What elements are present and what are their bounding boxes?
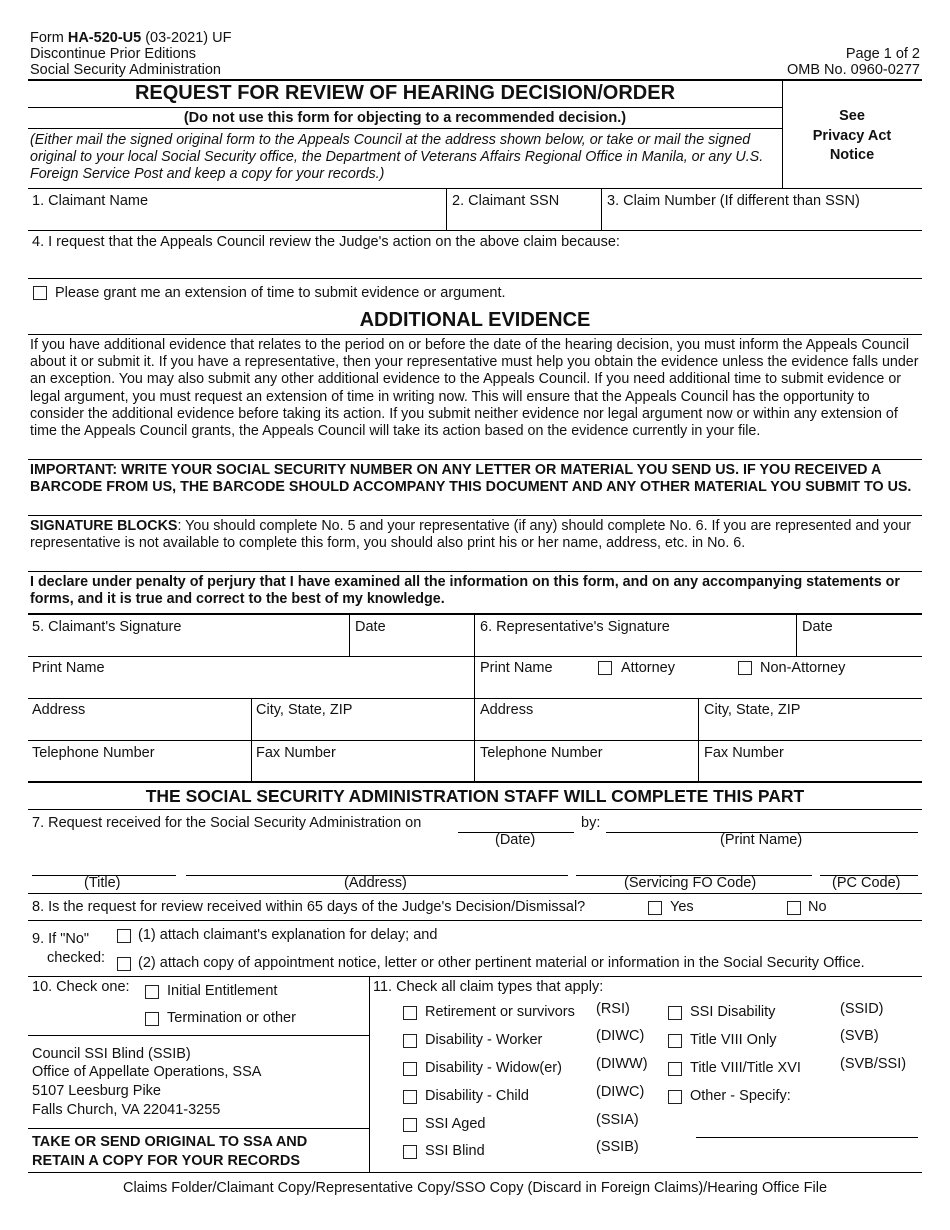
form-date: (03-2021) UF <box>141 30 232 46</box>
claim-ssib-label: SSI Blind <box>425 1143 485 1159</box>
address-caption: (Address) <box>344 875 407 891</box>
claim-svb-label: Title VIII Only <box>690 1032 777 1048</box>
claim-svb-ssi-code: (SVB/SSI) <box>840 1056 907 1072</box>
attorney-checkbox[interactable] <box>598 661 612 675</box>
claim-ssia-label: SSI Aged <box>425 1116 486 1132</box>
claim-svb-ssi-label: Title VIII/Title XVI <box>690 1060 801 1076</box>
claimant-telephone-label[interactable]: Telephone Number <box>32 745 155 761</box>
extension-label: Please grant me an extension of time to submit evidence or argument. <box>55 285 506 301</box>
claim-ssia-code: (SSIA) <box>596 1112 639 1128</box>
claim-other-label: Other - Specify: <box>690 1088 791 1104</box>
q9-option1-label: (1) attach claimant's explanation for delay; and <box>138 927 438 943</box>
claim-ssid-label: SSI Disability <box>690 1004 776 1020</box>
initial-entitlement-label: Initial Entitlement <box>167 983 278 999</box>
page-number: Page 1 of 2 <box>845 46 920 62</box>
attorney-label: Attorney <box>621 660 675 676</box>
page-title: REQUEST FOR REVIEW OF HEARING DECISION/ORDER <box>134 82 676 104</box>
council-address-line1: Council SSI Blind (SSIB) <box>32 1046 191 1062</box>
q8-yes-label: Yes <box>670 899 694 915</box>
q9-option2-checkbox[interactable] <box>117 957 131 971</box>
print-name-caption: (Print Name) <box>720 832 803 848</box>
privacy-line3: Notice <box>829 147 875 163</box>
additional-evidence-body: If you have additional evidence that relates to the period on or before the date of the hearing decision, you must inform the Appeals Council about it or submit it. If you have a representative, then your representative must help you obtain the evidence unless the evidence falls under an exception. You may also submit any other additional evidence to the Appeals Council. If you need additional time to submit evidence or legal argument, you must request an extension of time in writing now. This will ensure that the Appeals Council has the opportunity to consider the additional evidence before taking its action. If you submit neither evidence nor legal argument now or within any extension of time the Appeals Council grants, the Appeals Council will take its action based on the evidence currently in your file. <box>30 337 919 440</box>
claimant-name-label[interactable]: 1. Claimant Name <box>32 193 149 209</box>
instructions: (Either mail the signed original form to the Appeals Council at the address shown below, or take or mail the signed original to your local Social Security office, the Department of Veterans Affairs Regional Office in Manila, or any U.S. Foreign Service Post and keep a copy for your records.) <box>30 132 764 183</box>
rep-telephone-label[interactable]: Telephone Number <box>480 745 603 761</box>
council-address-line4: Falls Church, VA 22041-3255 <box>32 1102 221 1118</box>
claim-diwc-code: (DIWC) <box>596 1028 645 1044</box>
representative-signature-label[interactable]: 6. Representative's Signature <box>480 619 670 635</box>
claimant-date-label[interactable]: Date <box>355 619 386 635</box>
claim-rsi-label: Retirement or survivors <box>425 1004 575 1020</box>
rep-city-label[interactable]: City, State, ZIP <box>704 702 801 718</box>
q9-option1-checkbox[interactable] <box>117 929 131 943</box>
claim-svb-ssi-checkbox[interactable] <box>668 1062 682 1076</box>
signature-blocks-label: SIGNATURE BLOCKS <box>30 518 178 534</box>
q8-no-checkbox[interactable] <box>787 901 801 915</box>
representative-date-label[interactable]: Date <box>802 619 833 635</box>
claim-ssid-checkbox[interactable] <box>668 1006 682 1020</box>
non-attorney-label: Non-Attorney <box>760 660 846 676</box>
signature-blocks-body: : You should complete No. 5 and your representative (if any) should complete No. 6. If you are represented and your representative is not available to complete this form, you should also print his or her name, address, etc. in No. 6. <box>30 518 912 552</box>
non-attorney-checkbox[interactable] <box>738 661 752 675</box>
claim-child-label: Disability - Child <box>425 1088 529 1104</box>
privacy-line1: See <box>839 108 865 124</box>
q11-label: 11. Check all claim types that apply: <box>373 979 604 995</box>
claim-ssib-code: (SSIB) <box>596 1139 639 1155</box>
claim-diwc-checkbox[interactable] <box>403 1034 417 1048</box>
claim-rsi-code: (RSI) <box>596 1001 630 1017</box>
rep-print-name-label[interactable]: Print Name <box>480 660 553 676</box>
claim-rsi-checkbox[interactable] <box>403 1006 417 1020</box>
council-address-line2: Office of Appellate Operations, SSA <box>32 1064 262 1080</box>
rep-address-label[interactable]: Address <box>480 702 534 718</box>
claimant-signature-label[interactable]: 5. Claimant's Signature <box>32 619 182 635</box>
initial-entitlement-checkbox[interactable] <box>145 985 159 999</box>
other-specify-input[interactable] <box>696 1137 918 1138</box>
termination-label: Termination or other <box>167 1010 296 1026</box>
subtitle: (Do not use this form for objecting to a recommended decision.) <box>183 110 627 126</box>
agency-name: Social Security Administration <box>30 62 221 78</box>
signature-blocks-text <box>30 518 920 552</box>
servicing-caption: (Servicing FO Code) <box>624 875 757 891</box>
q9-label: 9. If "No" <box>32 931 90 947</box>
claim-diww-label: Disability - Widow(er) <box>425 1060 562 1076</box>
by-label: by: <box>581 815 601 831</box>
date-caption: (Date) <box>495 832 536 848</box>
claim-svb-code: (SVB) <box>840 1028 879 1044</box>
extension-checkbox[interactable] <box>33 286 47 300</box>
omb-number: OMB No. 0960-0277 <box>787 62 920 78</box>
privacy-line2: Privacy Act <box>812 128 892 144</box>
take-send-line2: RETAIN A COPY FOR YOUR RECORDS <box>32 1153 301 1169</box>
additional-evidence-heading: ADDITIONAL EVIDENCE <box>359 309 591 331</box>
rep-fax-label[interactable]: Fax Number <box>704 745 784 761</box>
claim-diww-code: (DIWW) <box>596 1056 648 1072</box>
declaration: I declare under penalty of perjury that I have examined all the information on this form, and on any accompanying statements or forms, and it is true and correct to the best of my knowledge. <box>30 574 900 608</box>
claimant-fax-label[interactable]: Fax Number <box>256 745 336 761</box>
q8-label: 8. Is the request for review received within 65 days of the Judge's Decision/Dismissal? <box>32 899 586 915</box>
form-prefix: Form <box>30 30 68 46</box>
claim-diww-checkbox[interactable] <box>403 1062 417 1076</box>
claim-ssib-checkbox[interactable] <box>403 1145 417 1159</box>
claim-number-label[interactable]: 3. Claim Number (If different than SSN) <box>607 193 860 209</box>
take-send-line1: TAKE OR SEND ORIGINAL TO SSA AND <box>32 1134 308 1150</box>
claim-child-checkbox[interactable] <box>403 1090 417 1104</box>
q9-option2-label: (2) attach copy of appointment notice, letter or other pertinent material or information in the Social Security Office. <box>138 955 865 971</box>
claim-other-checkbox[interactable] <box>668 1090 682 1104</box>
termination-checkbox[interactable] <box>145 1012 159 1026</box>
q8-no-label: No <box>808 899 827 915</box>
footer-distribution: Claims Folder/Claimant Copy/Representative Copy/SSO Copy (Discard in Foreign Claims)/Hearing Office File <box>122 1180 828 1196</box>
q8-yes-checkbox[interactable] <box>648 901 662 915</box>
form-number <box>30 30 231 46</box>
form-number-bold: HA-520-U5 <box>67 30 142 46</box>
claim-ssid-code: (SSID) <box>840 1001 884 1017</box>
request-reason-label[interactable]: 4. I request that the Appeals Council review the Judge's action on the above claim because: <box>32 234 620 250</box>
title-caption: (Title) <box>84 875 121 891</box>
claim-svb-checkbox[interactable] <box>668 1034 682 1048</box>
claim-child-code: (DIWC) <box>596 1084 645 1100</box>
important-notice: IMPORTANT: WRITE YOUR SOCIAL SECURITY NUMBER ON ANY LETTER OR MATERIAL YOU SEND US. IF YOU RECEIVED A BARCODE FROM US, THE BARCODE SHOULD ACCOMPANY THIS DOCUMENT AND ANY OTHER MATERIAL YOU SUBMIT TO US. <box>30 462 912 496</box>
discontinue-text: Discontinue Prior Editions <box>30 46 197 62</box>
council-address-line3: 5107 Leesburg Pike <box>32 1083 161 1099</box>
claimant-ssn-label[interactable]: 2. Claimant SSN <box>452 193 560 209</box>
claim-diwc-label: Disability - Worker <box>425 1032 543 1048</box>
claimant-city-label[interactable]: City, State, ZIP <box>256 702 353 718</box>
q7-label: 7. Request received for the Social Security Administration on <box>32 815 422 831</box>
claimant-address-label[interactable]: Address <box>32 702 86 718</box>
q10-label: 10. Check one: <box>32 979 130 995</box>
claim-ssia-checkbox[interactable] <box>403 1118 417 1132</box>
ssa-part-heading: THE SOCIAL SECURITY ADMINISTRATION STAFF WILL COMPLETE THIS PART <box>145 786 805 806</box>
claimant-print-name-label[interactable]: Print Name <box>32 660 105 676</box>
pc-code-caption: (PC Code) <box>832 875 901 891</box>
q9-checked-label: checked: <box>47 950 106 966</box>
